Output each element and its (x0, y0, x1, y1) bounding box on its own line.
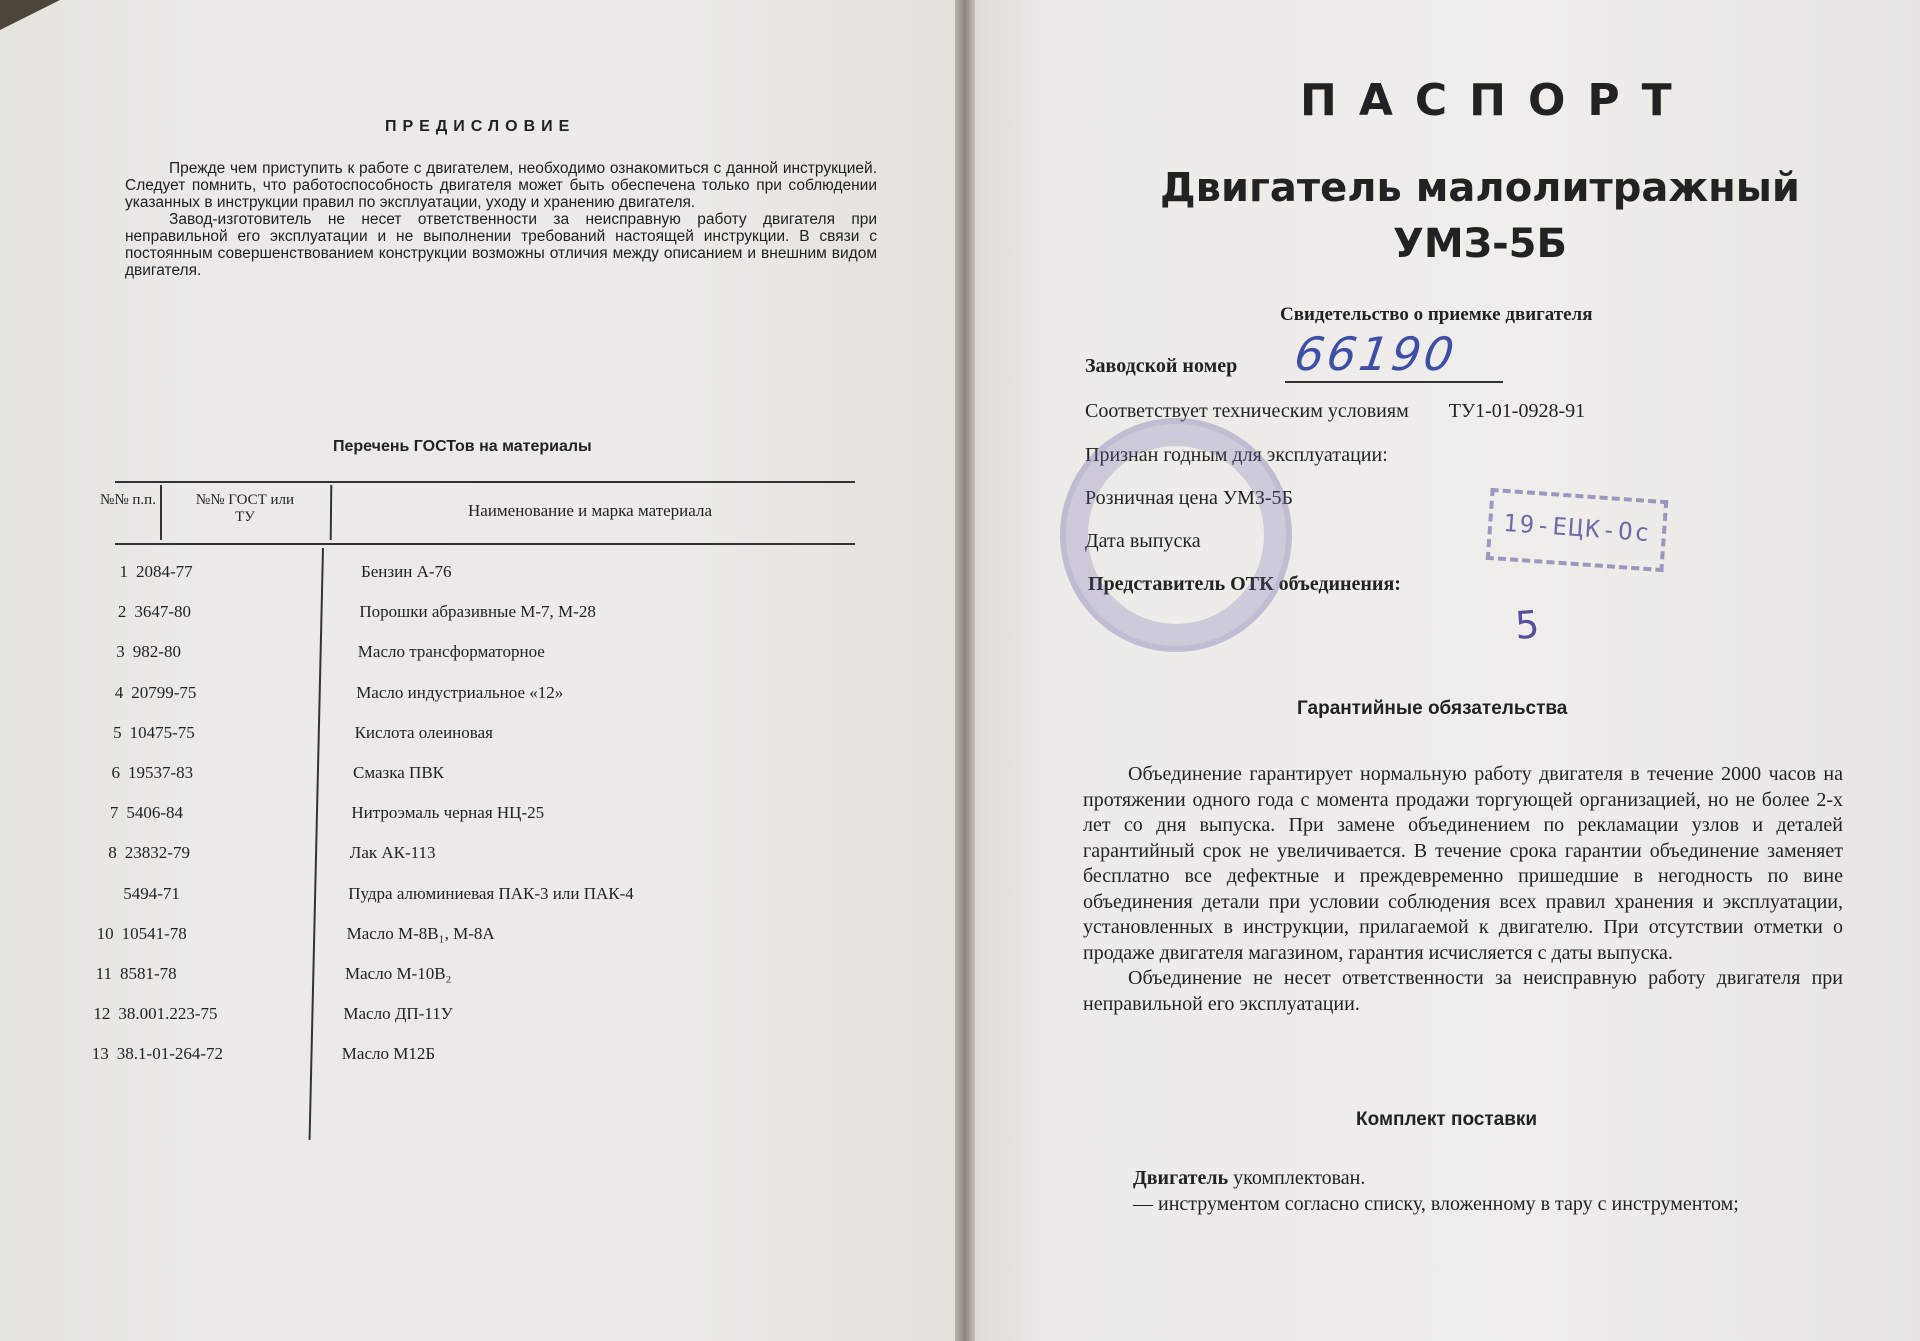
row-material: Смазка ПВК (353, 763, 444, 782)
page-corner-shadow (0, 0, 60, 30)
kit-item: — инструментом согласно списку, вложенному в тару с инструментом; (1133, 1193, 1739, 1215)
table-row (80, 761, 800, 785)
row-gost: 2084-77 (136, 562, 193, 581)
kit-lead-rest: укомплектован. (1228, 1167, 1366, 1189)
row-material: Порошки абразивные М-7, М-28 (359, 602, 596, 622)
rect-stamp-code: 19-ЕЦК-Ос (1502, 508, 1652, 548)
header-num: №№ п.п. (100, 492, 156, 508)
row-material: Нитроэмаль черная НЦ-25 (351, 803, 545, 823)
gost-list-title: Перечень ГОСТов на материалы (333, 438, 592, 455)
row-material: Лак АК-113 (349, 843, 436, 863)
row-number: 7 (109, 803, 119, 823)
certificate-title: Свидетельство о приемке двигателя (1280, 304, 1593, 325)
row-number: 6 (111, 763, 120, 782)
row-number: 10 (96, 923, 114, 943)
row-number: 8 (108, 843, 117, 863)
row-gost: 5494-71 (123, 883, 180, 903)
row-number: 1 (119, 562, 128, 581)
row-number: 4 (114, 682, 124, 702)
row-material: Масло М-10В₂ (345, 964, 452, 983)
row-gost: 3647-80 (134, 602, 192, 622)
table-row (78, 801, 798, 825)
table-row (74, 922, 794, 946)
table-row (83, 681, 803, 705)
date-stamp: 5 (1513, 602, 1543, 648)
conforms-label: Соответствует техническим условиям (1085, 400, 1409, 422)
row-gost: 982-80 (132, 642, 181, 662)
serial-number-handwritten: 66190 (1291, 327, 1461, 381)
table-row (85, 640, 805, 664)
table-row (77, 841, 797, 865)
table-top-rule (115, 481, 855, 483)
table-row (70, 1002, 790, 1026)
passport-title: ПАСПОРТ (1300, 75, 1694, 126)
table-row (75, 882, 795, 906)
row-gost: 19537-83 (128, 763, 194, 782)
row-number: 2 (117, 602, 127, 622)
date-label: Дата выпуска (1085, 530, 1201, 552)
row-material: Кислота олеиновая (354, 722, 493, 742)
row-gost: 38.001.223-75 (118, 1004, 218, 1024)
row-number: 12 (93, 1004, 111, 1024)
row-material: Масло ДП-11У (343, 1004, 453, 1024)
table-row (82, 721, 802, 745)
row-material: Масло индустриальное «12» (356, 682, 564, 702)
table-col-divider-1 (160, 485, 162, 540)
row-gost: 10541-78 (121, 923, 187, 943)
book-spine (955, 0, 975, 1341)
preface-title: ПРЕДИСЛОВИЕ (385, 118, 576, 135)
row-number: 11 (95, 964, 112, 983)
row-gost: 38.1-01-264-72 (116, 1044, 224, 1064)
row-material: Масло М-8В₁, М-8А (346, 923, 495, 943)
price-label: Розничная цена УМЗ-5Б (1085, 487, 1294, 509)
row-gost: 10475-75 (129, 722, 195, 742)
row-number: 13 (91, 1044, 109, 1064)
rect-stamp (1486, 488, 1669, 572)
preface-paragraph-2: Завод-изготовитель не несет ответственности за неисправную работу двигателя при неправильной его эксплуатации и не выполнении требований настоящей инструкции. В связи с постоянным совершенствованием конструкции возможны отличия между описанием и внешним видом двигателя. (125, 211, 877, 279)
otk-label: Представитель ОТК объединения: (1088, 573, 1401, 595)
table-row (72, 962, 792, 986)
table-row (86, 600, 806, 624)
engine-title (1160, 160, 1800, 272)
fit-label: Признан годным для эксплуатации: (1085, 444, 1388, 466)
warranty-text (1083, 762, 1843, 1017)
conforms-value: ТУ1-01-0928-91 (1448, 400, 1586, 422)
kit-text (1133, 1165, 1858, 1217)
header-material: Наименование и марка материала (467, 501, 713, 520)
table-row (88, 560, 808, 584)
preface-text (125, 160, 877, 279)
warranty-paragraph-1: Объединение гарантирует нормальную работу двигателя в течение 2000 часов на протяжении одного года с момента продажи торгующей организацией, но не более 2-х лет со дня выпуска. При замене объединением по рекламации узлов и деталей гарантийный срок не увеличивается. В течение срока гарантии объединение заменяет бесплатно все дефектные и преждевременно пришедшие в негодность по вине объединения детали при условии соблюдения всех правил хранения и эксплуатации, установленных в инструкции, прилагаемой к двигателю. При отсутствии отметки о продаже двигателя магазином, гарантия исчисляется с даты выпуска. (1083, 763, 1843, 964)
preface-paragraph-1: Прежде чем приступить к работе с двигателем, необходимо ознакомиться с данной инструкцией. Следует помнить, что работоспособность двигателя может быть обеспечена только при соблюдении указанных в инструкции правил по эксплуатации, уходу и хранению двигателя. (125, 160, 877, 211)
warranty-title: Гарантийные обязательства (1297, 698, 1568, 719)
serial-underline (1285, 381, 1503, 383)
round-stamp (1060, 418, 1292, 652)
warranty-paragraph-2: Объединение не несет ответственности за неисправную работу двигателя при неправильной его эксплуатации. (1083, 967, 1843, 1015)
row-gost: 5406-84 (126, 803, 184, 823)
serial-label: Заводской номер (1085, 355, 1238, 377)
row-material: Бензин А-76 (361, 562, 452, 581)
row-material: Пудра алюминиевая ПАК-3 или ПАК-4 (348, 883, 634, 903)
engine-name: Двигатель малолитражный (1160, 165, 1800, 211)
header-gost: №№ ГОСТ или ТУ (195, 492, 295, 525)
row-number: 3 (116, 642, 125, 662)
row-gost: 23832-79 (124, 843, 190, 863)
row-material: Масло М12Б (341, 1044, 436, 1064)
row-gost: 20799-75 (131, 682, 197, 702)
kit-title: Комплект поставки (1356, 1109, 1538, 1130)
kit-lead-bold: Двигатель (1133, 1167, 1229, 1189)
row-material: Масло трансформаторное (357, 642, 545, 662)
row-number: 5 (113, 722, 122, 742)
engine-model: УМЗ-5Б (1393, 221, 1567, 267)
table-header-rule (115, 543, 855, 545)
kit-lead (1133, 1165, 1858, 1191)
table-row (69, 1042, 789, 1066)
row-gost: 8581-78 (120, 964, 177, 983)
